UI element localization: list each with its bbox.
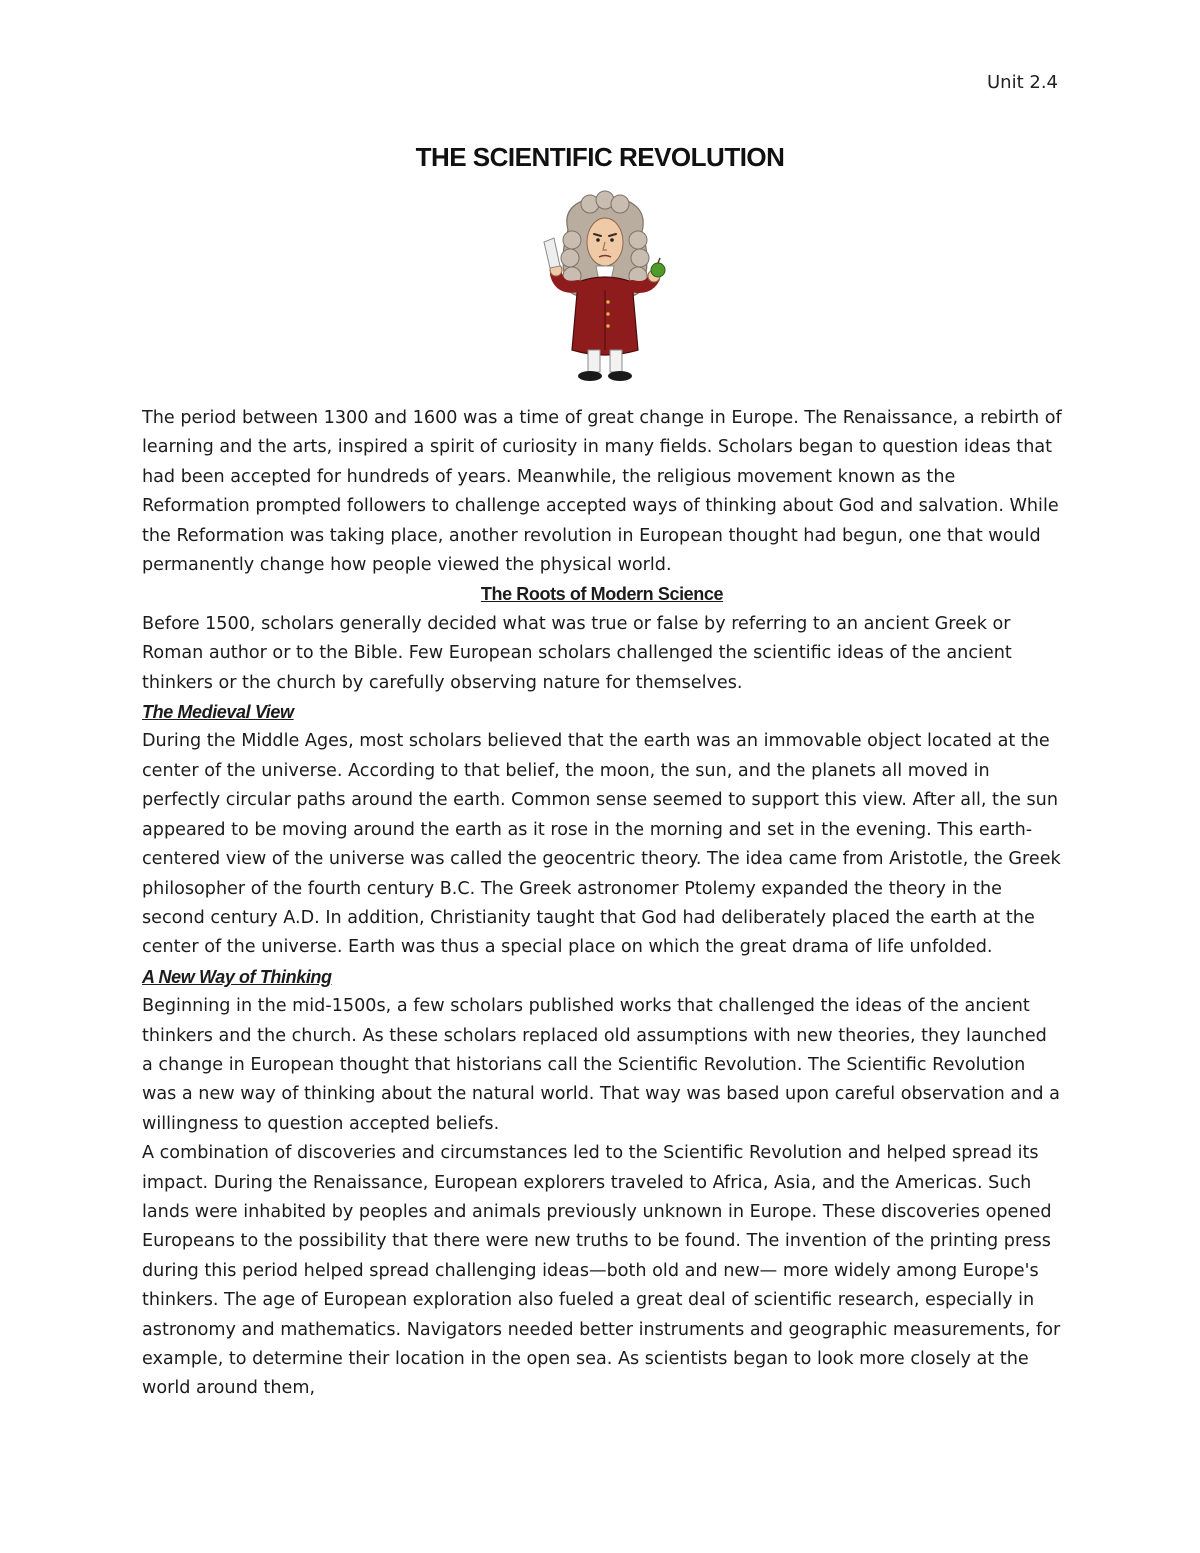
- medieval-heading: The Medieval View: [142, 702, 294, 723]
- new-way-heading: A New Way of Thinking: [142, 966, 332, 987]
- unit-label: Unit 2.4: [987, 72, 1058, 93]
- isaac-newton-cartoon-icon: [530, 190, 680, 390]
- new-way-paragraph-1: Beginning in the mid-1500s, a few scholars published works that challenged the ideas of the ancient thinkers and the church. As these scholars replaced old assumptions with new theories, they launched a change in European thought that historians call the Scientific Revolution. The Scientific Revolution was a new way of thinking about the natural world. That way was based upon careful observation and a willingness to question accepted beliefs.: [142, 996, 1060, 1134]
- roots-paragraph: Before 1500, scholars generally decided what was true or false by referring to an ancient Greek or Roman author or to the Bible. Few European scholars challenged the scientific ideas of the ancient thinkers or the church by carefully observing nature for themselves.: [142, 613, 1012, 693]
- intro-paragraph: The period between 1300 and 1600 was a time of great change in Europe. The Renaissance, a rebirth of learning and the arts, inspired a spirit of curiosity in many fields. Scholars began to question ideas that had been accepted for hundreds of years. Meanwhile, the religious movement known as the Reformation prompted followers to challenge accepted ways of thinking about God and salvation. While the Reformation was taking place, another revolution in European thought had begun, one that would permanently change how people viewed the physical world.: [142, 408, 1062, 576]
- page-title: THE SCIENTIFIC REVOLUTION: [415, 142, 785, 172]
- new-way-paragraph-2: A combination of discoveries and circumstances led to the Scientific Revolution and helped spread its impact. During the Renaissance, European explorers traveled to Africa, Asia, and the Americas. Such lands were inhabited by peoples and animals previously unknown in Europe. These discoveries opened Europeans to the possibility that there were new truths to be found. The invention of the printing press during this period helped spread challenging ideas—both old and new— more widely among Europe's thinkers. The age of European exploration also fueled a great deal of scientific research, especially in astronomy and mathematics. Navigators needed better instruments and geographic measurements, for example, to determine their location in the open sea. As scientists began to look more closely at the world around them,: [142, 1143, 1061, 1399]
- document-body: [142, 404, 1062, 1404]
- roots-heading: The Roots of Modern Science: [480, 584, 724, 605]
- medieval-paragraph: During the Middle Ages, most scholars believed that the earth was an immovable object located at the center of the universe. According to that belief, the moon, the sun, and the planets all moved in perfectly circular paths around the earth. Common sense seemed to support this view. After all, the sun appeared to be moving around the earth as it rose in the morning and set in the evening. This earth-centered view of the universe was called the geocentric theory. The idea came from Aristotle, the Greek philosopher of the fourth century B.C. The Greek astronomer Ptolemy expanded the theory in the second century A.D. In addition, Christianity taught that God had deliberately placed the earth at the center of the universe. Earth was thus a special place on which the great drama of life unfolded.: [142, 731, 1061, 958]
